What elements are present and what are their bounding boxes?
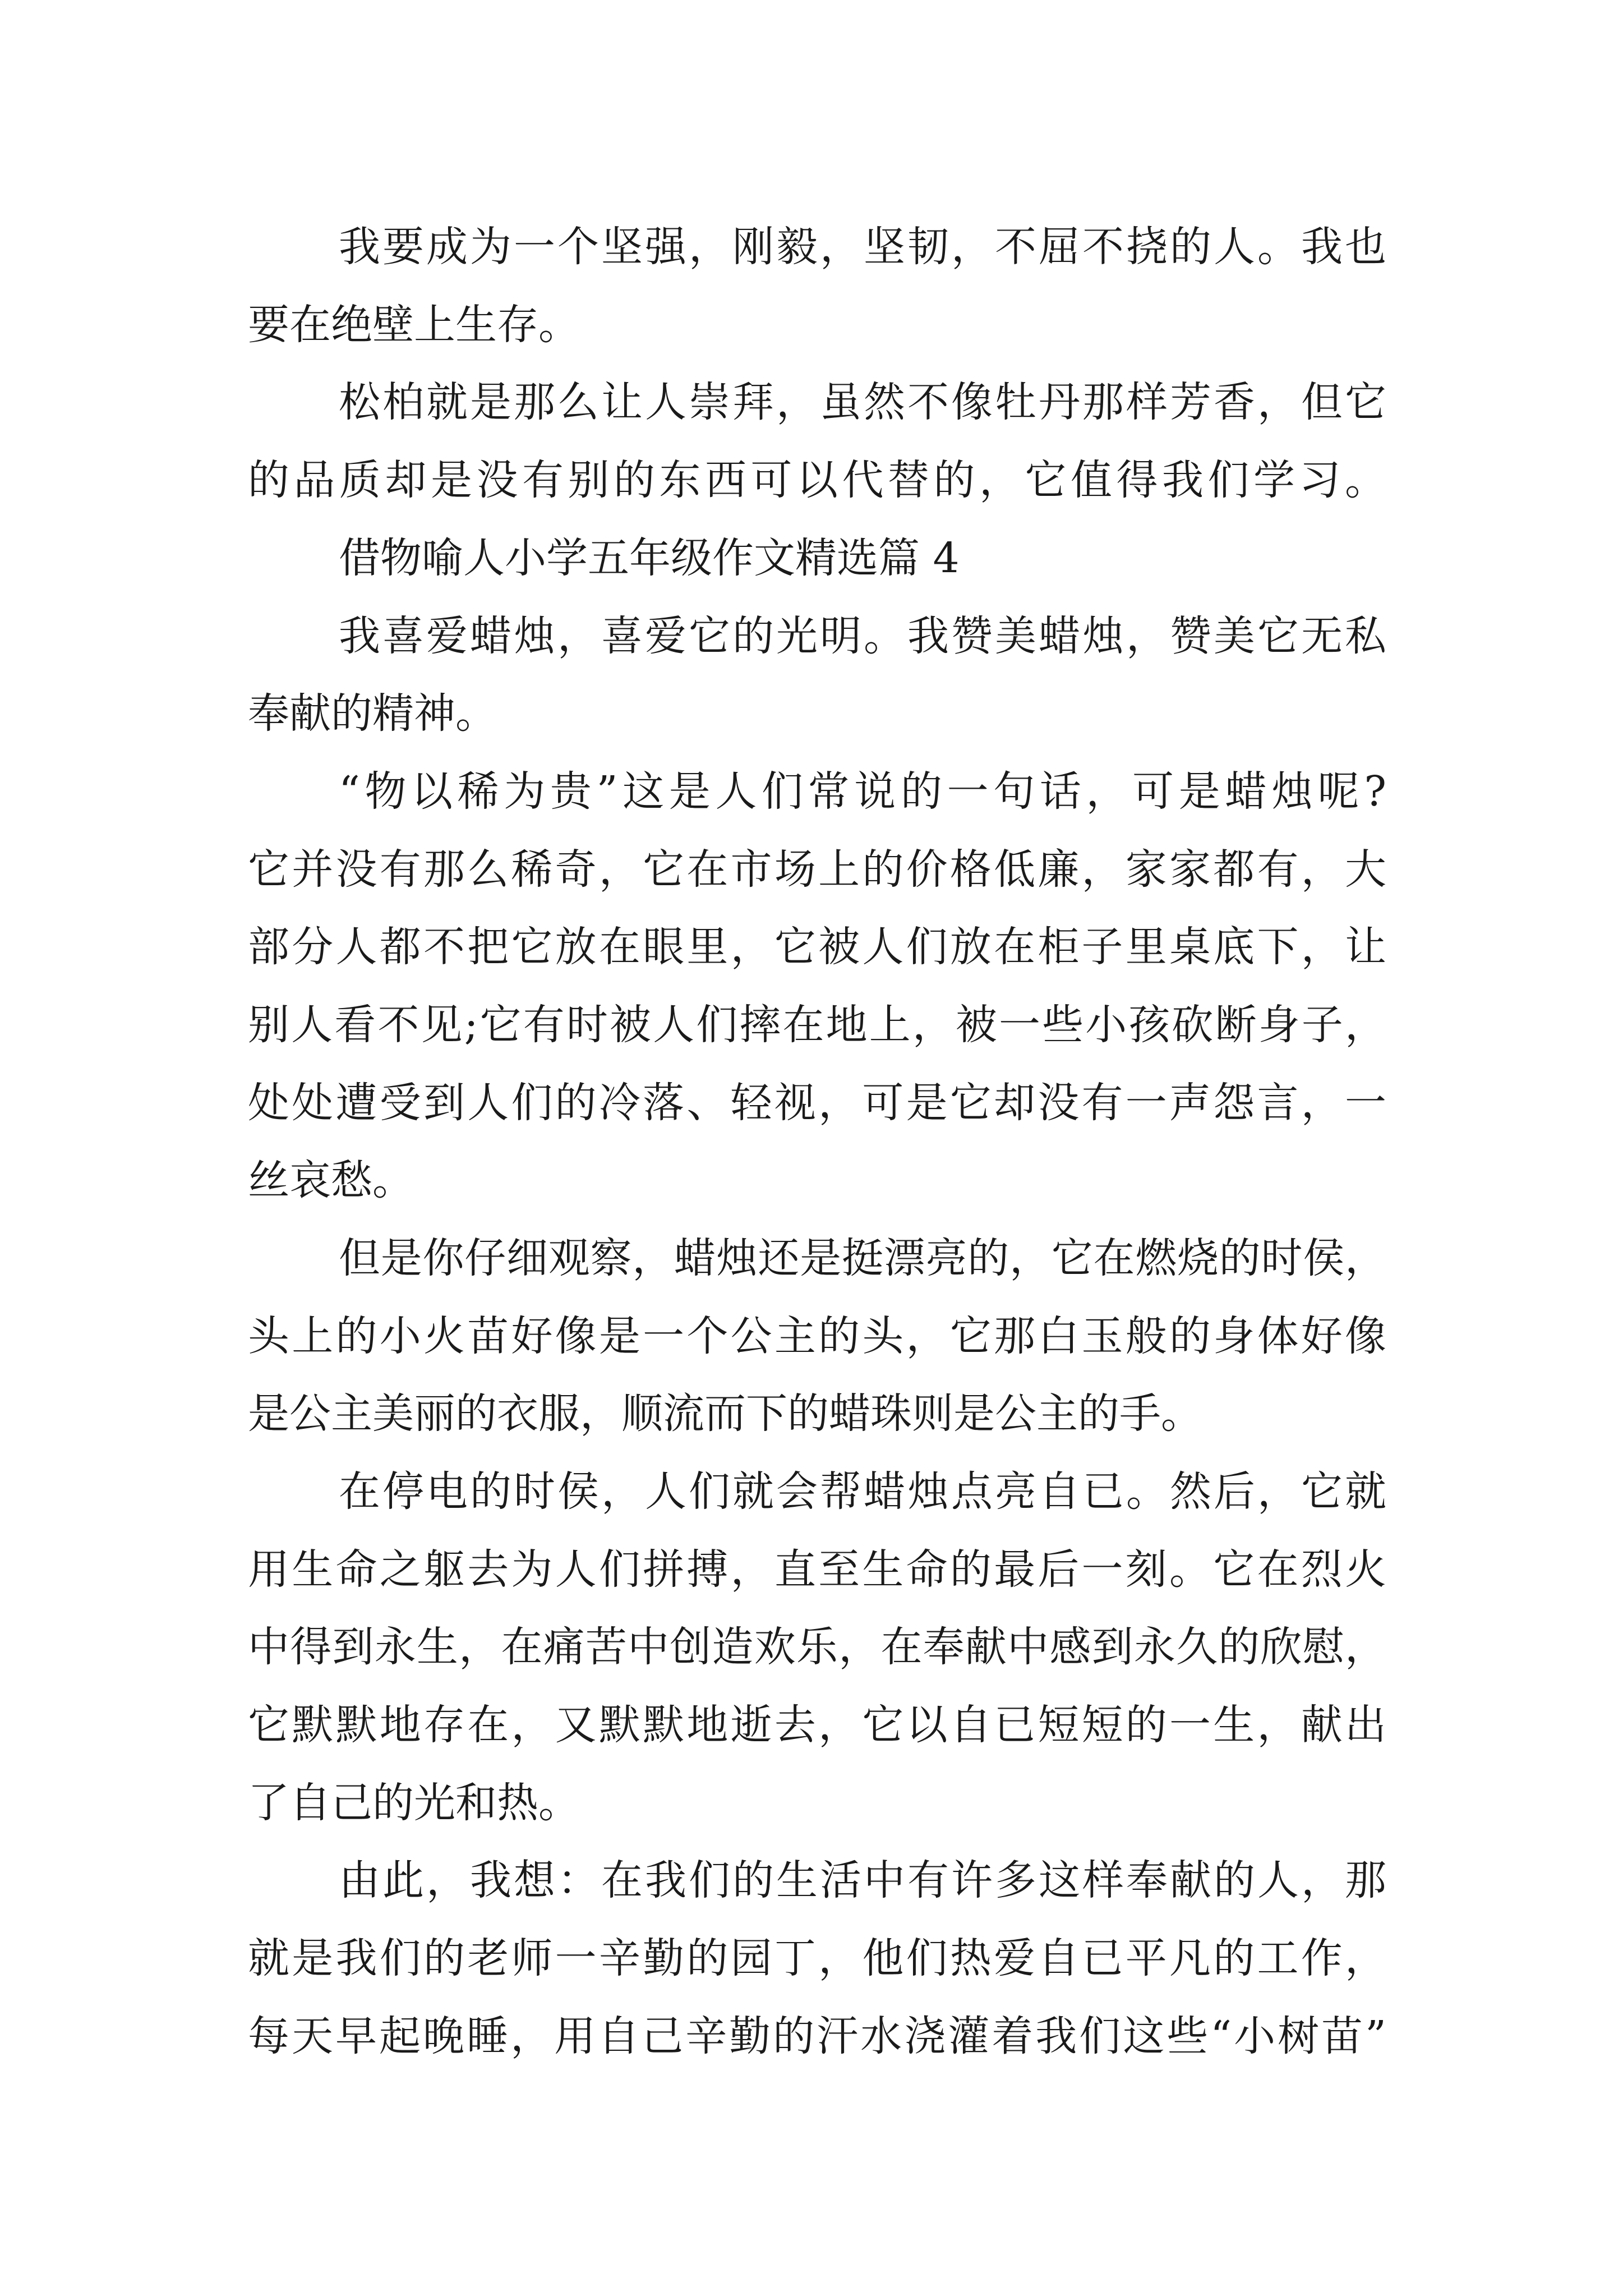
paragraph-7-line-2: 就是我们的老师一辛勤的园丁，他们热爱自已平凡的工作， bbox=[248, 1934, 1386, 1982]
paragraph-6-line-2: 用生命之躯去为人们拼搏，直至生命的最后一刻。它在烈火 bbox=[248, 1545, 1386, 1594]
paragraph-6-line-5: 了自己的光和热。 bbox=[248, 1779, 580, 1827]
paragraph-1-line-1: 我要成为一个坚强，刚毅，坚韧，不屈不挠的人。我也 bbox=[339, 223, 1386, 271]
paragraph-6-line-3: 中得到永生，在痛苦中创造欢乐，在奉献中感到永久的欣慰， bbox=[248, 1623, 1386, 1671]
paragraph-6-line-4: 它默默地存在，又默默地逝去，它以自已短短的一生，献出 bbox=[248, 1701, 1386, 1749]
paragraph-7-line-1: 由此，我想：在我们的生活中有许多这样奉献的人，那 bbox=[339, 1856, 1386, 1904]
paragraph-2-line-1: 松柏就是那么让人崇拜，虽然不像牡丹那样芳香，但它 bbox=[339, 378, 1386, 426]
paragraph-4-line-1: “物以稀为贵”这是人们常说的一句话，可是蜡烛呢? bbox=[339, 767, 1386, 816]
paragraph-3-line-2: 奉献的精神。 bbox=[248, 689, 497, 738]
paragraph-5-line-2: 头上的小火苗好像是一个公主的头，它那白玉般的身体好像 bbox=[248, 1312, 1386, 1360]
paragraph-4-line-3: 部分人都不把它放在眼里，它被人们放在柜子里桌底下，让 bbox=[248, 923, 1386, 971]
paragraph-4-line-4: 别人看不见;它有时被人们摔在地上，被一些小孩砍断身子， bbox=[248, 1001, 1386, 1049]
paragraph-4-line-6: 丝哀愁。 bbox=[248, 1156, 414, 1204]
paragraph-2-line-2: 的品质却是没有别的东西可以代替的，它值得我们学习。 bbox=[248, 456, 1386, 504]
paragraph-4-line-5: 处处遭受到人们的冷落、轻视，可是它却没有一声怨言，一 bbox=[248, 1079, 1386, 1127]
section-heading: 借物喻人小学五年级作文精选篇 4 bbox=[339, 534, 960, 582]
paragraph-6-line-1: 在停电的时侯，人们就会帮蜡烛点亮自已。然后，它就 bbox=[339, 1467, 1386, 1516]
paragraph-1-line-2: 要在绝壁上生存。 bbox=[248, 301, 580, 349]
paragraph-5-line-1: 但是你仔细观察，蜡烛还是挺漂亮的，它在燃烧的时侯， bbox=[339, 1234, 1386, 1282]
paragraph-4-line-2: 它并没有那么稀奇，它在市场上的价格低廉，家家都有，大 bbox=[248, 845, 1386, 894]
paragraph-3-line-1: 我喜爱蜡烛，喜爱它的光明。我赞美蜡烛，赞美它无私 bbox=[339, 612, 1386, 660]
paragraph-7-line-3: 每天早起晚睡，用自己辛勤的汗水浇灌着我们这些“小树苗” bbox=[248, 2012, 1386, 2060]
paragraph-5-line-3: 是公主美丽的衣服，顺流而下的蜡珠则是公主的手。 bbox=[248, 1389, 1202, 1438]
